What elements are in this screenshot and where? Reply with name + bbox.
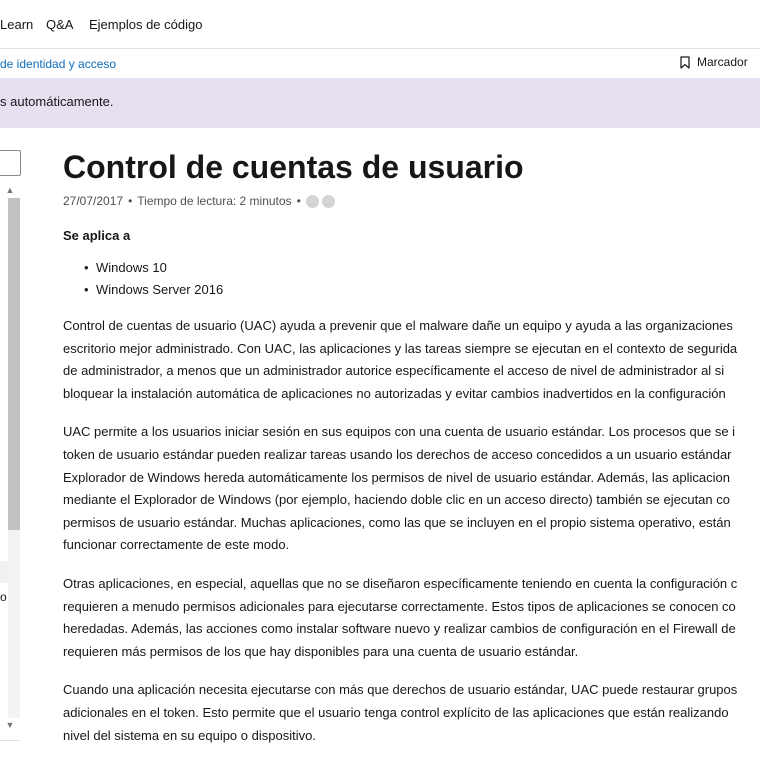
paragraph-line: requieren más permisos de los que hay disponibles para una cuenta de usuario estándar. <box>63 643 579 659</box>
scroll-down-arrow-icon[interactable]: ▼ <box>5 720 15 730</box>
paragraph-line: heredadas. Además, las acciones como instalar software nuevo y realizar cambios de configuración en el Firewall de <box>63 621 736 637</box>
sidebar-selected-item[interactable] <box>0 561 8 583</box>
bookmark-icon <box>680 56 690 69</box>
paragraph-line: escritorio mejor administrado. Con UAC, las aplicaciones y las tareas siempre se ejecutan en el contexto de segurida <box>63 340 738 356</box>
sidebar-filter-input[interactable] <box>0 150 21 176</box>
top-navigation <box>0 0 760 49</box>
bookmark-label: Marcador <box>697 55 748 69</box>
info-banner <box>0 78 760 128</box>
page-title: Control de cuentas de usuario <box>63 149 524 185</box>
paragraph-line: requieren a menudo permisos adicionales para ejecutarse correctamente. Estos tipos de aplicaciones se conocen co <box>63 598 736 614</box>
breadcrumb-link[interactable]: de identidad y acceso <box>0 57 117 71</box>
paragraph-line: Otras aplicaciones, en especial, aquellas que no se diseñaron específicamente teniendo en cuenta la configuración c <box>63 575 738 591</box>
nav-learn[interactable]: Learn <box>0 17 34 32</box>
meta-separator: • <box>128 194 133 208</box>
paragraph-line: Cuando una aplicación necesita ejecutarse con más que derechos de usuario estándar, UAC puede restaurar grupos <box>63 682 738 698</box>
paragraph-line: Control de cuentas de usuario (UAC) ayuda a prevenir que el malware dañe un equipo y ayuda a las organizaciones <box>63 318 733 333</box>
paragraph <box>63 679 760 747</box>
sidebar-divider <box>0 740 20 741</box>
article-meta <box>63 194 760 208</box>
paragraph-line: mediante el Explorador de Windows (por ejemplo, haciendo doble clic en un acceso directo) también se ejecutan co <box>63 492 730 508</box>
nav-code-samples[interactable]: Ejemplos de código <box>89 17 203 32</box>
nav-qa[interactable]: Q&A <box>46 17 74 32</box>
paragraph-line: UAC permite a los usuarios iniciar sesión en sus equipos con una cuenta de usuario estándar. Los procesos que se i <box>63 424 736 440</box>
list-item: • Windows Server 2016 <box>96 279 760 301</box>
paragraph-line: Explorador de Windows hereda automáticamente los permisos de nivel de usuario estándar. Además, las aplicacion <box>63 469 730 485</box>
sidebar-scrollbar-thumb[interactable] <box>8 198 20 530</box>
paragraph <box>63 421 760 557</box>
bookmark-button[interactable] <box>680 55 748 69</box>
paragraph <box>63 573 760 663</box>
sidebar-item-fragment[interactable]: o <box>0 590 7 604</box>
article-content <box>63 148 760 747</box>
paragraph-line: bloquear la instalación automática de aplicaciones no autorizadas y evitar cambios inadvertidos en la configuración <box>63 385 726 401</box>
paragraph <box>63 315 760 405</box>
reading-time: Tiempo de lectura: 2 minutos <box>137 194 292 208</box>
breadcrumb-bar <box>0 49 760 77</box>
paragraph-line: adicionales en el token. Esto permite que el usuario tenga control explícito de las aplicaciones que están realizando <box>63 704 729 720</box>
paragraph-line: de administrador, a menos que un administrador autorice específicamente el acceso de nivel de administrador al si <box>63 363 725 379</box>
paragraph-line: nivel del sistema en su equipo o dispositivo. <box>63 727 316 743</box>
meta-separator: • <box>296 194 301 208</box>
contributor-avatar[interactable] <box>322 195 335 208</box>
article-date: 27/07/2017 <box>63 194 124 208</box>
paragraph-line: permisos de usuario estándar. Muchas aplicaciones, como las que se incluyen en el propio sistema operativo, están <box>63 514 731 530</box>
applies-to-heading: Se aplica a <box>63 228 131 243</box>
list-item: • Windows 10 <box>96 257 760 279</box>
scroll-up-arrow-icon[interactable]: ▲ <box>5 185 15 195</box>
banner-text: s automáticamente. <box>0 94 114 109</box>
applies-to-list <box>63 257 760 301</box>
paragraph-line: token de usuario estándar pueden realizar tareas usando los derechos de acceso concedidos a un usuario estándar <box>63 446 732 462</box>
paragraph-line: funcionar correctamente de este modo. <box>63 537 290 553</box>
contributor-avatar[interactable] <box>306 195 319 208</box>
